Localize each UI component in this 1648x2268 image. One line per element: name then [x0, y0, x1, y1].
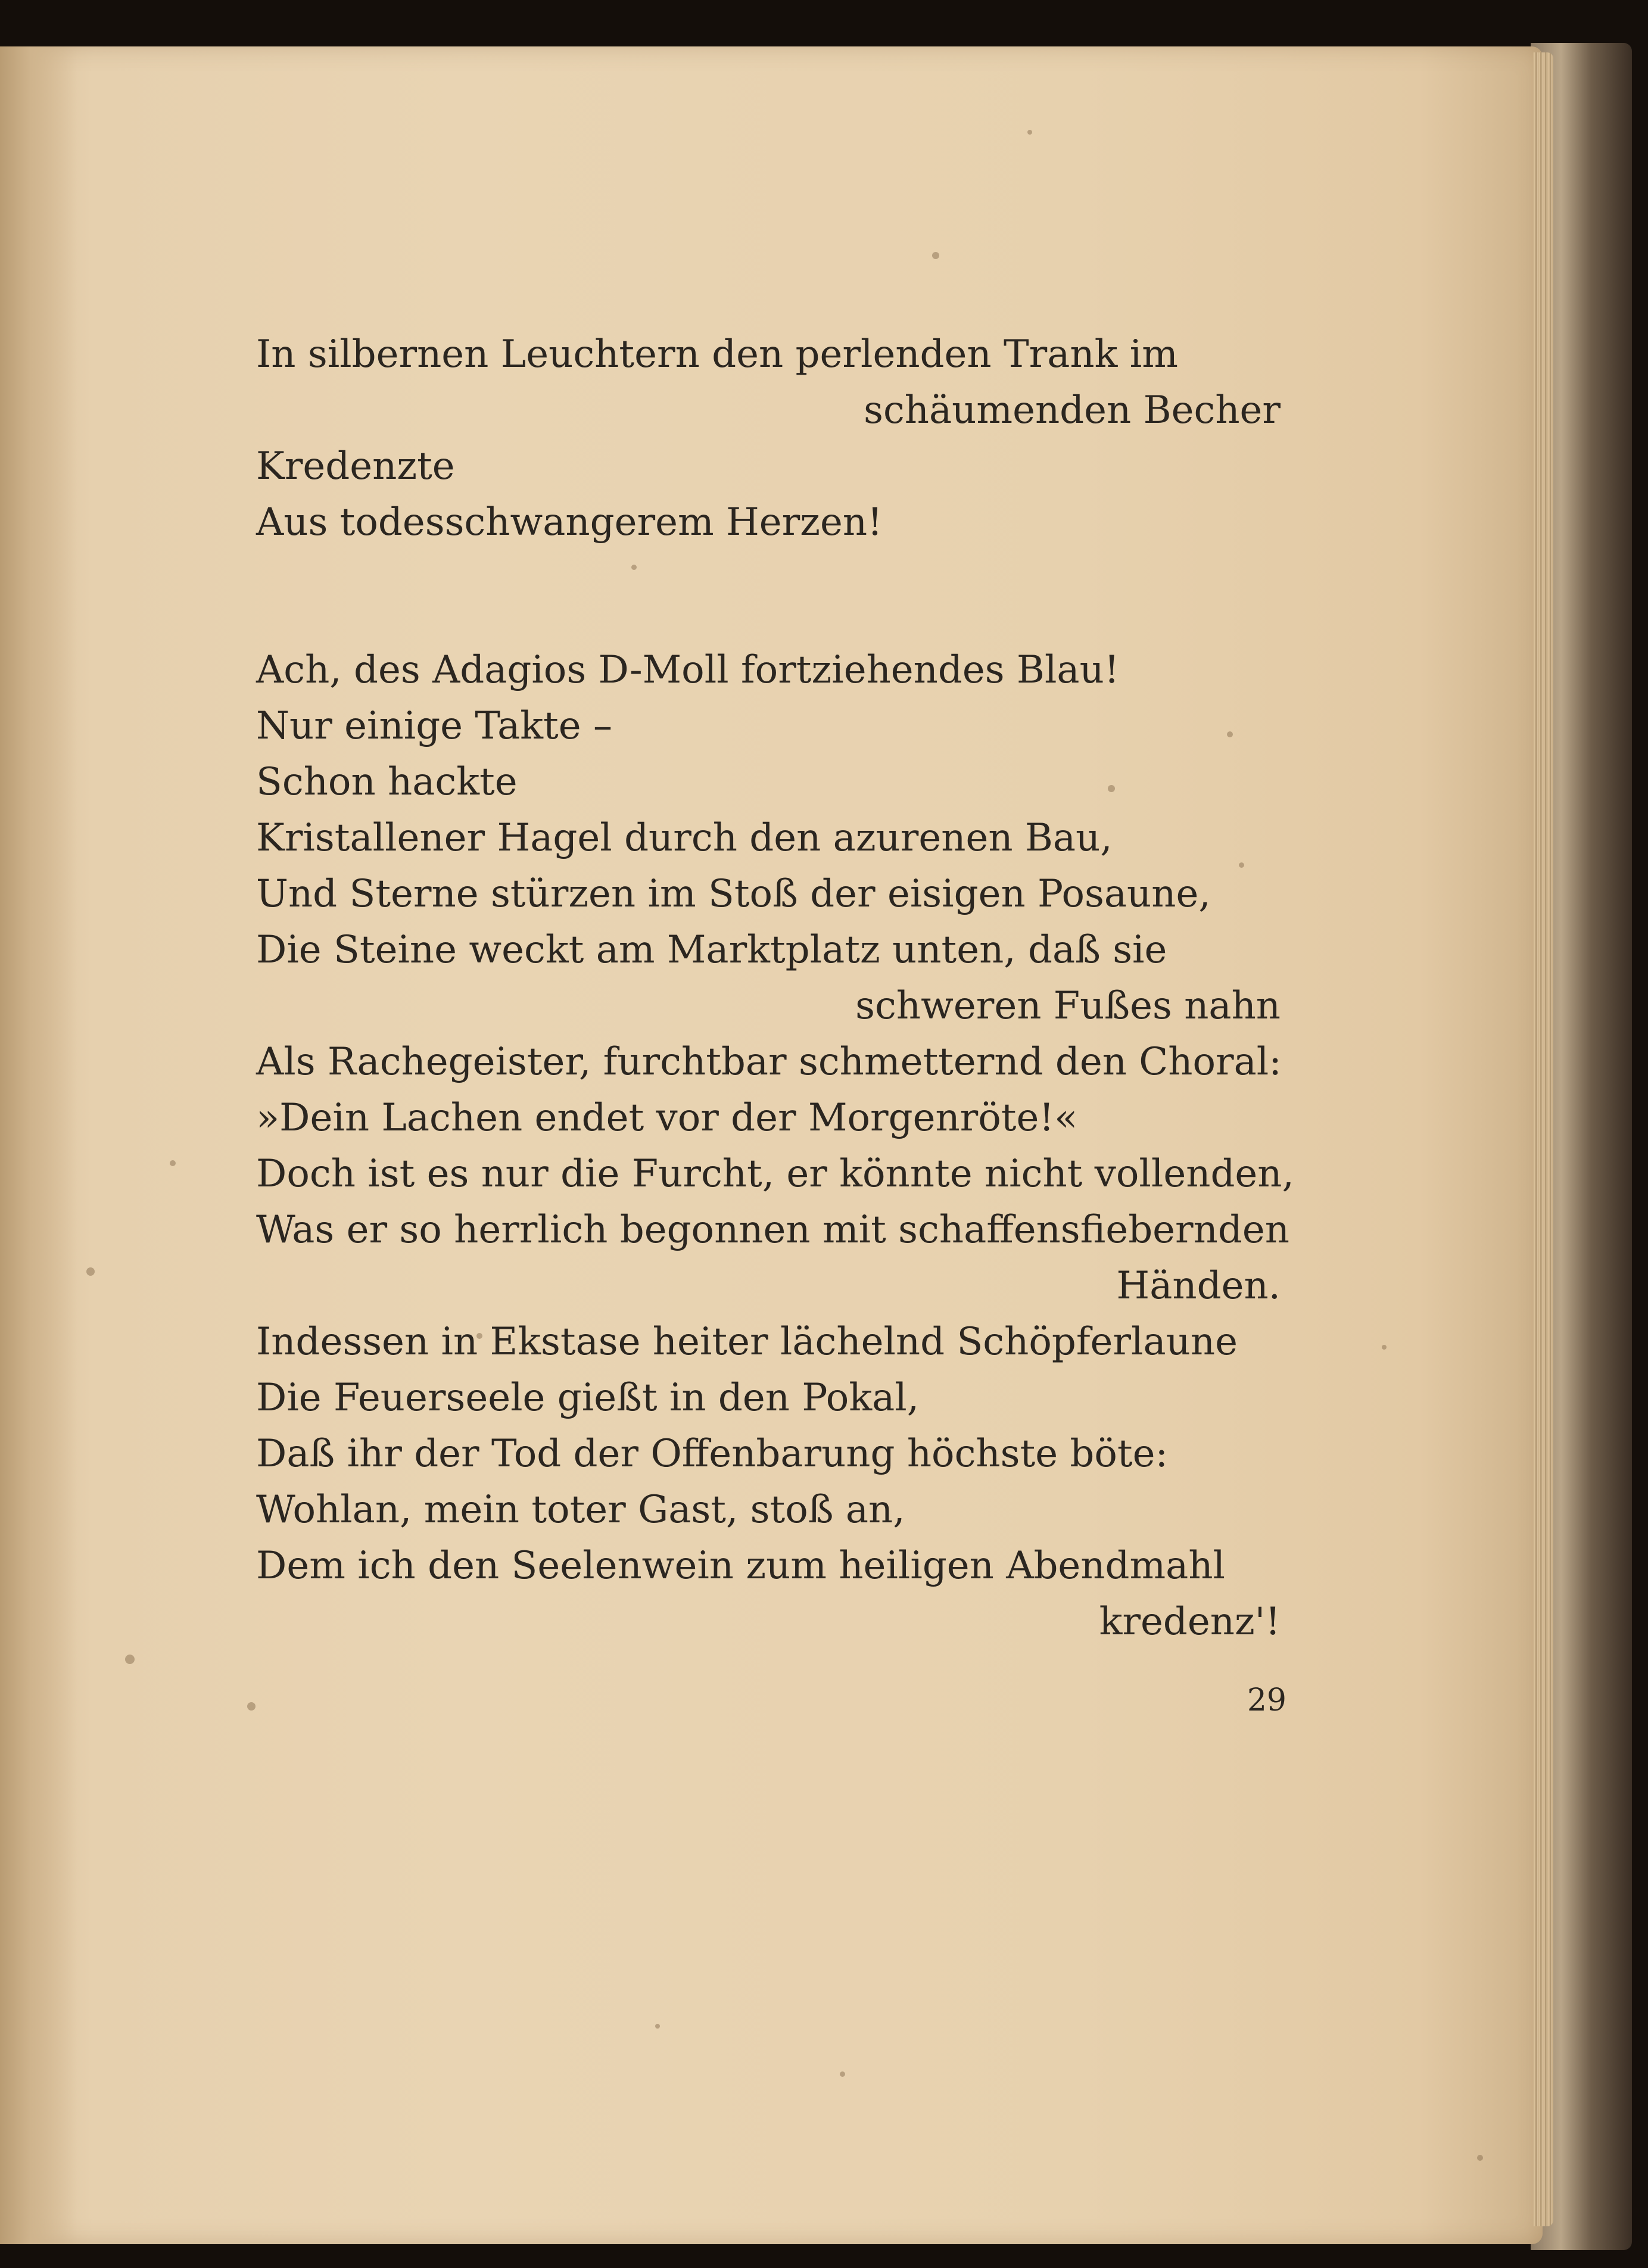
- page-number: 29: [1247, 1683, 1286, 1718]
- poem-line: Indessen in Ekstase heiter lächelnd Schöpferlaune: [256, 1320, 1238, 1364]
- poem-line: Wohlan, mein toter Gast, stoß an,: [256, 1488, 905, 1532]
- paper-speck: [1027, 130, 1032, 135]
- poem-line-continuation: schäumenden Becher: [864, 388, 1281, 432]
- paper-speck: [125, 1655, 135, 1664]
- paper-speck: [1477, 2155, 1483, 2161]
- poem-line: Doch ist es nur die Furcht, er könnte nicht vollenden,: [256, 1152, 1294, 1196]
- poem-line: Aus todesschwangerem Herzen!: [256, 500, 883, 544]
- paper-speck: [247, 1702, 256, 1711]
- poem-line: »Dein Lachen endet vor der Morgenröte!«: [256, 1096, 1078, 1140]
- poem-line: Ach, des Adagios D-Moll fortziehendes Blau!: [256, 648, 1120, 692]
- poem-line: Nur einige Takte –: [256, 704, 612, 748]
- paper-speck: [840, 2071, 845, 2077]
- poem-line-continuation: kredenz'!: [1099, 1600, 1281, 1644]
- poem-line-continuation: schweren Fußes nahn: [855, 984, 1281, 1028]
- poem-line: Daß ihr der Tod der Offenbarung höchste böte:: [256, 1432, 1169, 1476]
- poem-line-continuation: Händen.: [1116, 1264, 1281, 1308]
- poem-line: Schon hackte: [256, 760, 518, 804]
- poem-line: Kredenzte: [256, 444, 455, 488]
- poem-line: In silbernen Leuchtern den perlenden Trank im: [256, 332, 1178, 376]
- paper-speck: [1382, 1345, 1387, 1350]
- paper-speck: [86, 1267, 95, 1276]
- page-gutter-shadow: [0, 46, 77, 2244]
- poem-text: [256, 326, 1294, 1650]
- poem-line: Und Sterne stürzen im Stoß der eisigen Posaune,: [256, 872, 1211, 916]
- paper-speck: [655, 2024, 660, 2029]
- poem-line: Als Rachegeister, furchtbar schmetternd den Choral:: [256, 1040, 1282, 1084]
- poem-line: Dem ich den Seelenwein zum heiligen Abendmahl: [256, 1544, 1225, 1588]
- poem-line: Die Steine weckt am Marktplatz unten, daß sie: [256, 928, 1167, 972]
- poem-line: Was er so herrlich begonnen mit schaffensfiebernden: [256, 1208, 1289, 1252]
- paper-speck: [170, 1160, 176, 1166]
- paper-speck: [932, 252, 939, 259]
- stanza-break: [256, 550, 1281, 642]
- page-edges: [1533, 52, 1553, 2226]
- poem-line: Kristallener Hagel durch den azurenen Bau,: [256, 816, 1113, 860]
- poem-line: Die Feuerseele gießt in den Pokal,: [256, 1376, 920, 1420]
